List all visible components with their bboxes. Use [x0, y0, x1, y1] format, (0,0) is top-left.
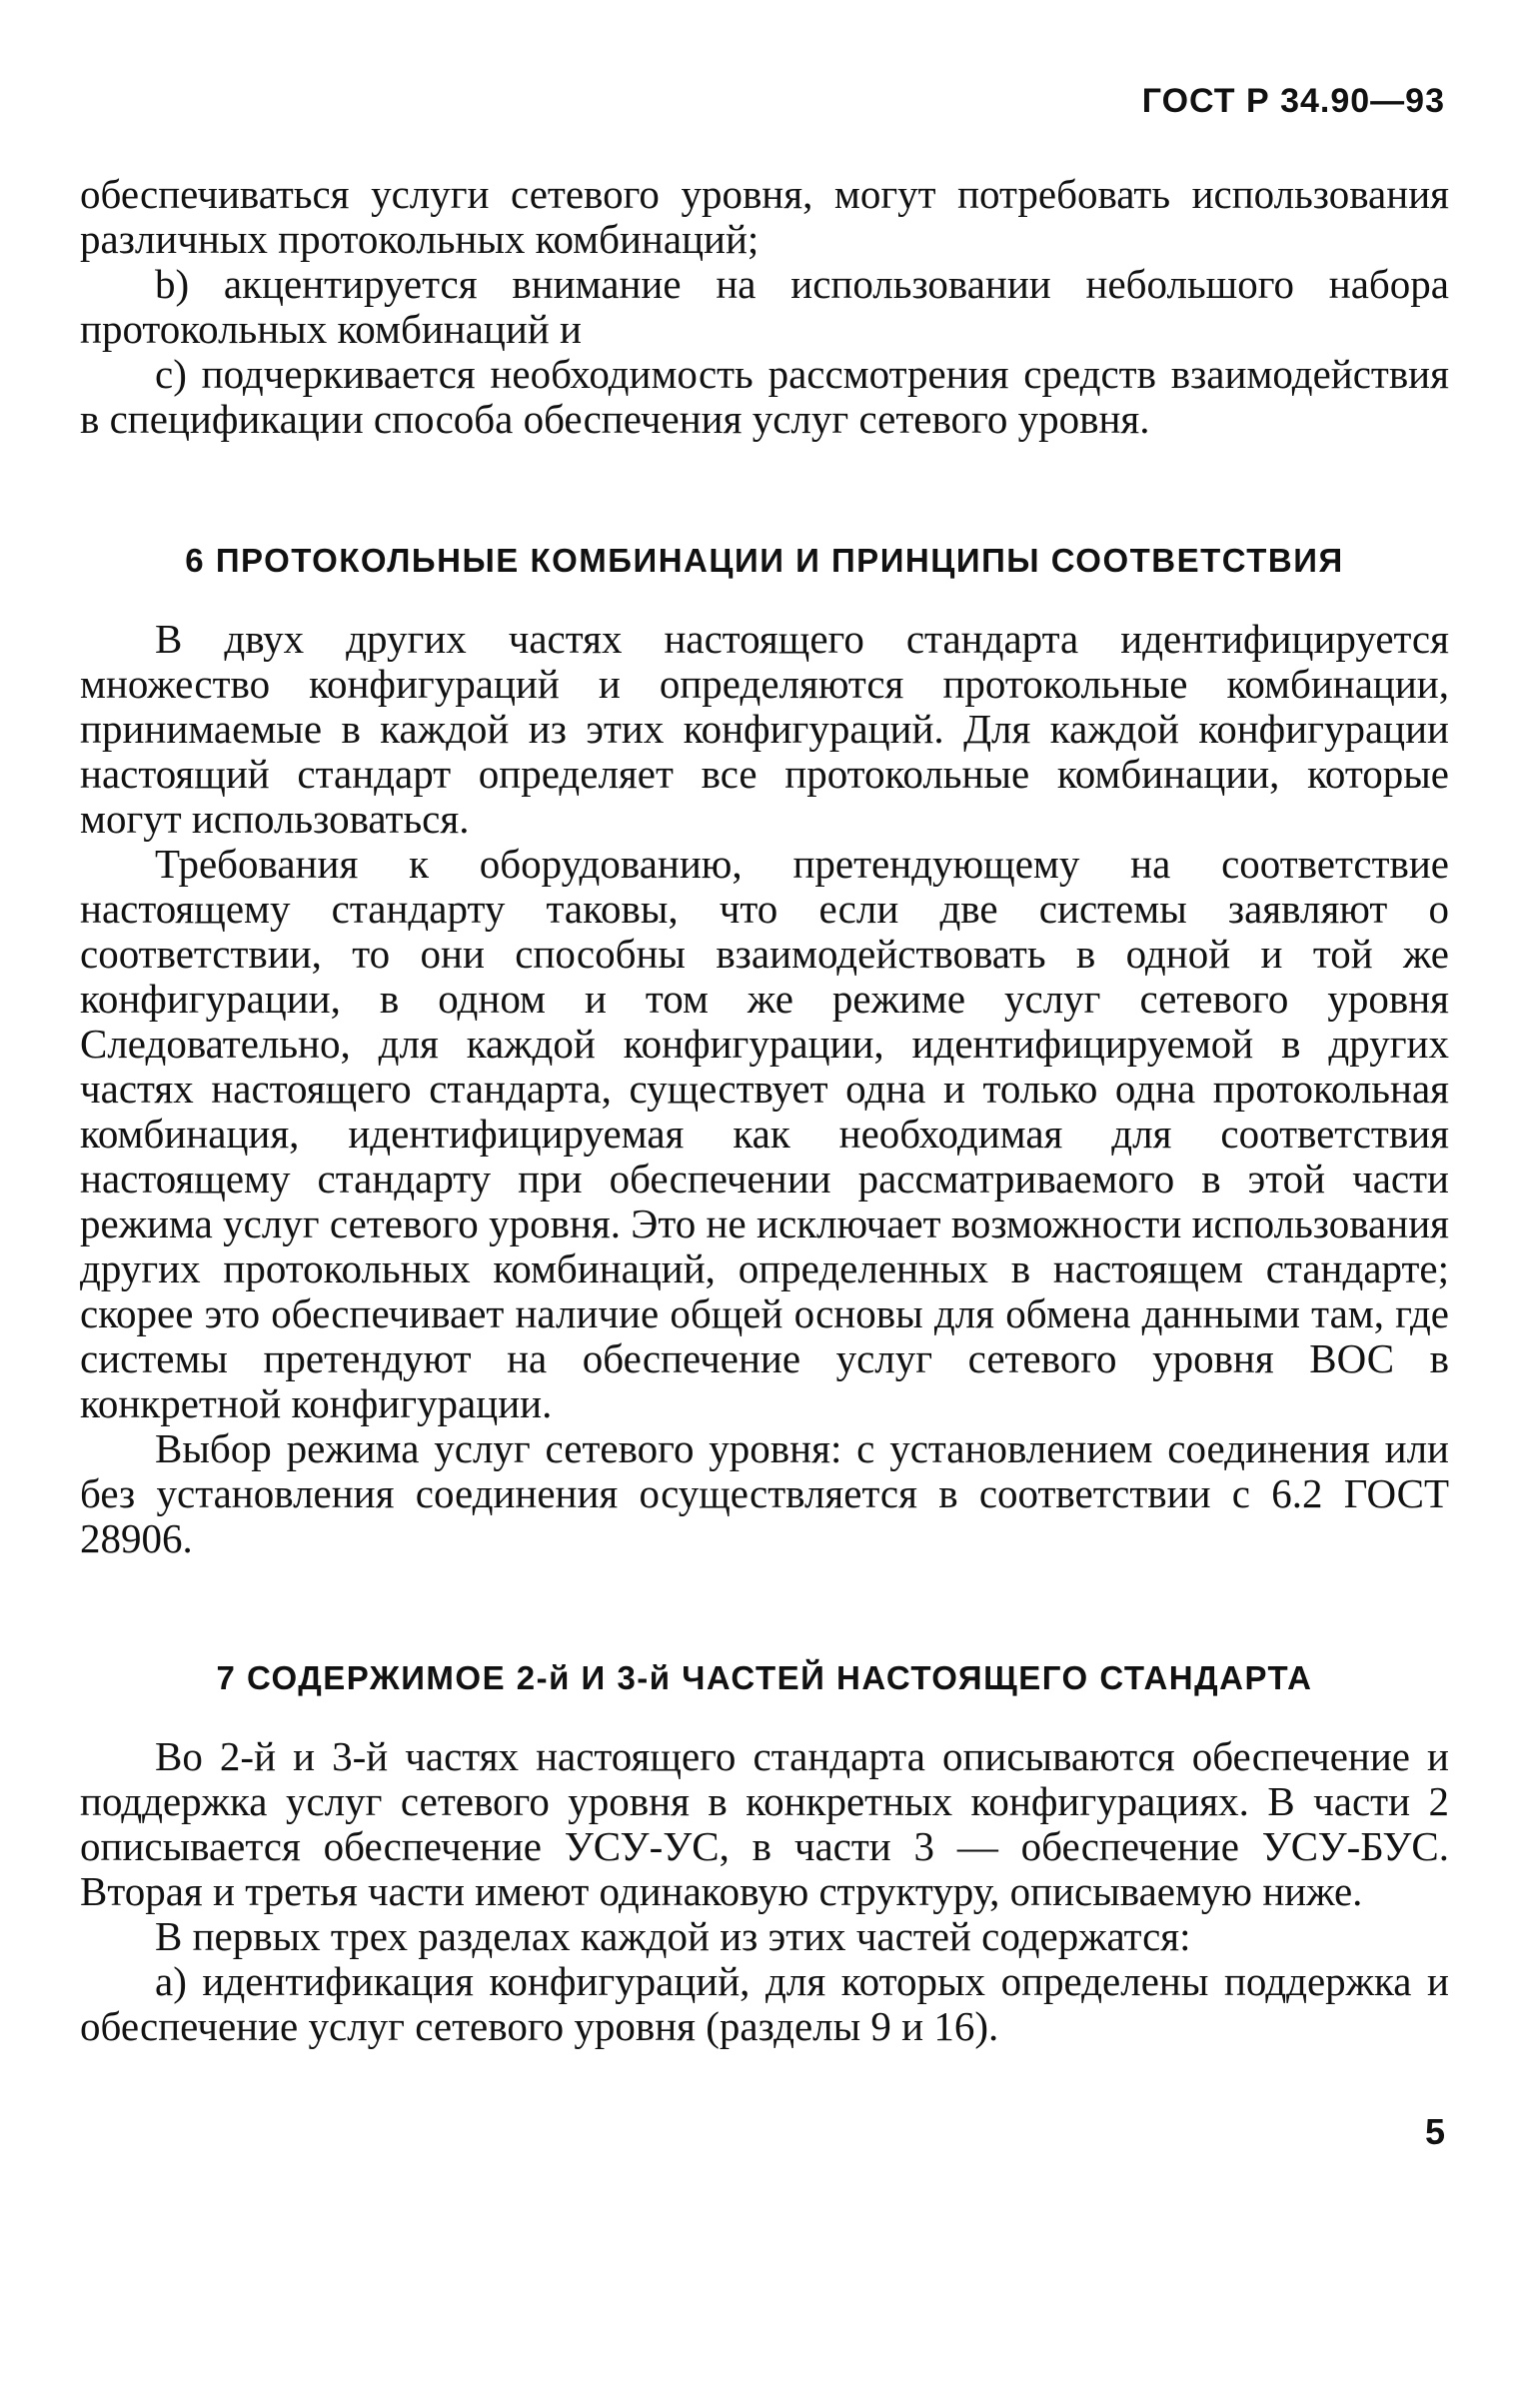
list-item-b: b) акцентируется внимание на использовании небольшого набора протокольных комбинаций и [80, 261, 1449, 352]
section-7-paragraph: Во 2-й и 3-й частях настоящего стандарта описываются обеспечение и поддержка услуг сетевого уровня в конкретных конфигурациях. В части 2 описывается обеспечение УСУ-УС, в части 3 — обеспечение УСУ-БУС. Вторая и третья части имеют одинаковую структуру, описываемую ниже. [80, 1733, 1449, 1914]
intro-block [80, 172, 1449, 442]
section-6-heading: 6 ПРОТОКОЛЬНЫЕ КОМБИНАЦИИ И ПРИНЦИПЫ СООТВЕТСТВИЯ [185, 542, 1344, 579]
section-6-paragraph: Выбор режима услуг сетевого уровня: с установлением соединения или без установления соединения осуществляется в соответствии с 6.2 ГОСТ 28906. [80, 1425, 1449, 1561]
section-7-paragraph: В первых трех разделах каждой из этих частей содержатся: [155, 1913, 1191, 1959]
section-7-heading: 7 СОДЕРЖИМОЕ 2-й И 3-й ЧАСТЕЙ НАСТОЯЩЕГО СТАНДАРТА [216, 1659, 1313, 1696]
section-6-paragraph: Требования к оборудованию, претендующему на соответствие настоящему стандарту таковы, что если две системы заявляют о соответствии, то они способны взаимодействовать в одной и той же конфигурации, в одном и том же режиме услуг сетевого уровня Следовательно, для каждой конфигурации, идентифицируемой в других частях настоящего стандарта, существует одна и только одна протокольная комбинация, идентифицируемая как необходимая для соответствия настоящему стандарту при обеспечении рассматриваемого в этой части режима услуг сетевого уровня. Это не исключает возможности использования других протокольных комбинаций, определенных в настоящем стандарте; скорее это обеспечивает наличие общей основы для обмена данными там, где системы претендуют на обеспечение услуг сетевого уровня ВОС в конкретной конфигурации. [80, 841, 1449, 1426]
section-6-paragraph: В двух других частях настоящего стандарта идентифицируется множество конфигураций и определяются протокольные комбинации, принимаемые в каждой из этих конфигураций. Для каждой конфигурации настоящий стандарт определяет все протокольные комбинации, которые могут использоваться. [80, 616, 1449, 842]
document-number-header: ГОСТ Р 34.90—93 [1141, 82, 1445, 120]
page-number: 5 [1424, 2111, 1445, 2152]
list-item-a: a) идентификация конфигураций, для которых определены поддержка и обеспечение услуг сетевого уровня (разделы 9 и 16). [80, 1958, 1449, 2049]
section-7-body [80, 1734, 1449, 2049]
section-6-body [80, 617, 1449, 1561]
continuation-paragraph: обеспечиваться услуги сетевого уровня, могут потребовать использования различных протокольных комбинаций; [80, 171, 1449, 262]
list-item-c: c) подчеркивается необходимость рассмотрения средств взаимодействия в спецификации способа обеспечения услуг сетевого уровня. [80, 351, 1449, 442]
